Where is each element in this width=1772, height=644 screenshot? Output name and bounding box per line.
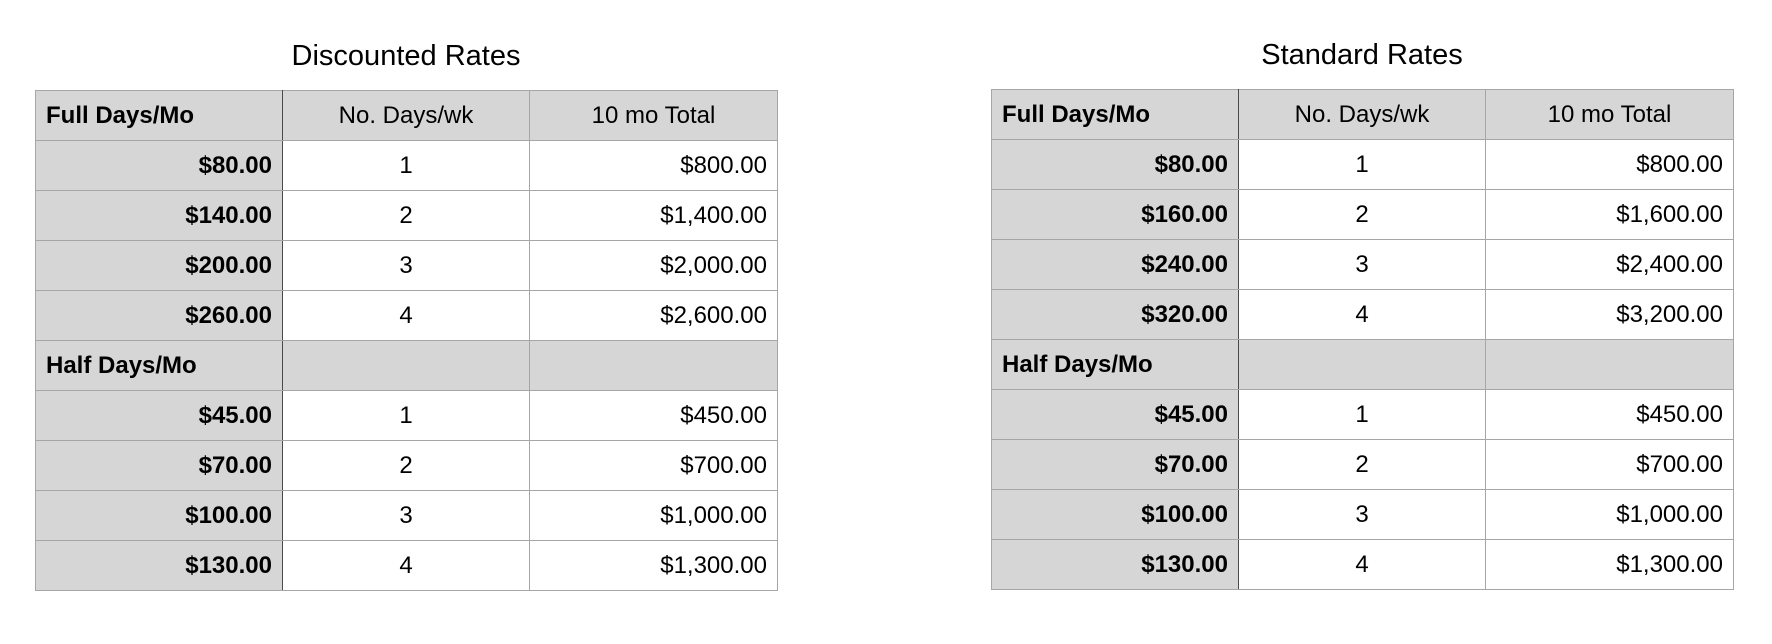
days-cell: 4 [1239, 290, 1486, 340]
header-days-per-week: No. Days/wk [1239, 90, 1486, 140]
half-days-section-label: Half Days/Mo [36, 341, 283, 391]
empty-cell [530, 341, 778, 391]
table-row [36, 191, 778, 241]
half-days-section-row [36, 341, 778, 391]
rate-cell: $320.00 [992, 290, 1239, 340]
rate-cell: $45.00 [992, 390, 1239, 440]
table-row [36, 491, 778, 541]
rate-cell: $160.00 [992, 190, 1239, 240]
header-ten-month-total: 10 mo Total [530, 91, 778, 141]
discounted-rates-table [35, 90, 778, 591]
standard-rates-table [991, 89, 1734, 590]
header-row [36, 91, 778, 141]
table-row [992, 490, 1734, 540]
table-row [992, 240, 1734, 290]
discounted-rates-title: Discounted Rates [291, 40, 521, 72]
total-cell: $800.00 [1486, 140, 1734, 190]
table-row [992, 140, 1734, 190]
half-days-section-label: Half Days/Mo [992, 340, 1239, 390]
rate-cell: $130.00 [992, 540, 1239, 590]
days-cell: 2 [283, 191, 530, 241]
rate-cell: $70.00 [992, 440, 1239, 490]
days-cell: 2 [1239, 440, 1486, 490]
table-row [992, 440, 1734, 490]
rate-cell: $260.00 [36, 291, 283, 341]
empty-cell [283, 341, 530, 391]
rate-cell: $140.00 [36, 191, 283, 241]
header-days-per-week: No. Days/wk [283, 91, 530, 141]
total-cell: $3,200.00 [1486, 290, 1734, 340]
header-row [992, 90, 1734, 140]
total-cell: $1,000.00 [1486, 490, 1734, 540]
days-cell: 3 [283, 491, 530, 541]
days-cell: 1 [1239, 390, 1486, 440]
rate-cell: $100.00 [992, 490, 1239, 540]
total-cell: $700.00 [1486, 440, 1734, 490]
empty-cell [1239, 340, 1486, 390]
header-full-days: Full Days/Mo [36, 91, 283, 141]
total-cell: $450.00 [530, 391, 778, 441]
table-row [992, 290, 1734, 340]
empty-cell [1486, 340, 1734, 390]
table-row [992, 540, 1734, 590]
days-cell: 1 [283, 141, 530, 191]
table-row [992, 190, 1734, 240]
total-cell: $2,600.00 [530, 291, 778, 341]
days-cell: 3 [1239, 490, 1486, 540]
total-cell: $800.00 [530, 141, 778, 191]
table-row [36, 541, 778, 591]
table-row [36, 441, 778, 491]
days-cell: 1 [283, 391, 530, 441]
total-cell: $700.00 [530, 441, 778, 491]
days-cell: 3 [283, 241, 530, 291]
rate-cell: $200.00 [36, 241, 283, 291]
rate-cell: $130.00 [36, 541, 283, 591]
days-cell: 2 [283, 441, 530, 491]
days-cell: 1 [1239, 140, 1486, 190]
half-days-section-row [992, 340, 1734, 390]
total-cell: $1,600.00 [1486, 190, 1734, 240]
rate-cell: $80.00 [992, 140, 1239, 190]
header-ten-month-total: 10 mo Total [1486, 90, 1734, 140]
days-cell: 4 [1239, 540, 1486, 590]
table-row [36, 291, 778, 341]
total-cell: $2,400.00 [1486, 240, 1734, 290]
rate-cell: $70.00 [36, 441, 283, 491]
days-cell: 4 [283, 291, 530, 341]
total-cell: $1,000.00 [530, 491, 778, 541]
days-cell: 2 [1239, 190, 1486, 240]
total-cell: $1,300.00 [530, 541, 778, 591]
total-cell: $1,300.00 [1486, 540, 1734, 590]
standard-rates-title: Standard Rates [1261, 39, 1463, 71]
rate-cell: $240.00 [992, 240, 1239, 290]
rate-cell: $100.00 [36, 491, 283, 541]
header-full-days: Full Days/Mo [992, 90, 1239, 140]
total-cell: $450.00 [1486, 390, 1734, 440]
table-row [36, 391, 778, 441]
days-cell: 4 [283, 541, 530, 591]
table-row [992, 390, 1734, 440]
total-cell: $2,000.00 [530, 241, 778, 291]
rate-cell: $80.00 [36, 141, 283, 191]
total-cell: $1,400.00 [530, 191, 778, 241]
table-row [36, 141, 778, 191]
table-row [36, 241, 778, 291]
rate-cell: $45.00 [36, 391, 283, 441]
days-cell: 3 [1239, 240, 1486, 290]
